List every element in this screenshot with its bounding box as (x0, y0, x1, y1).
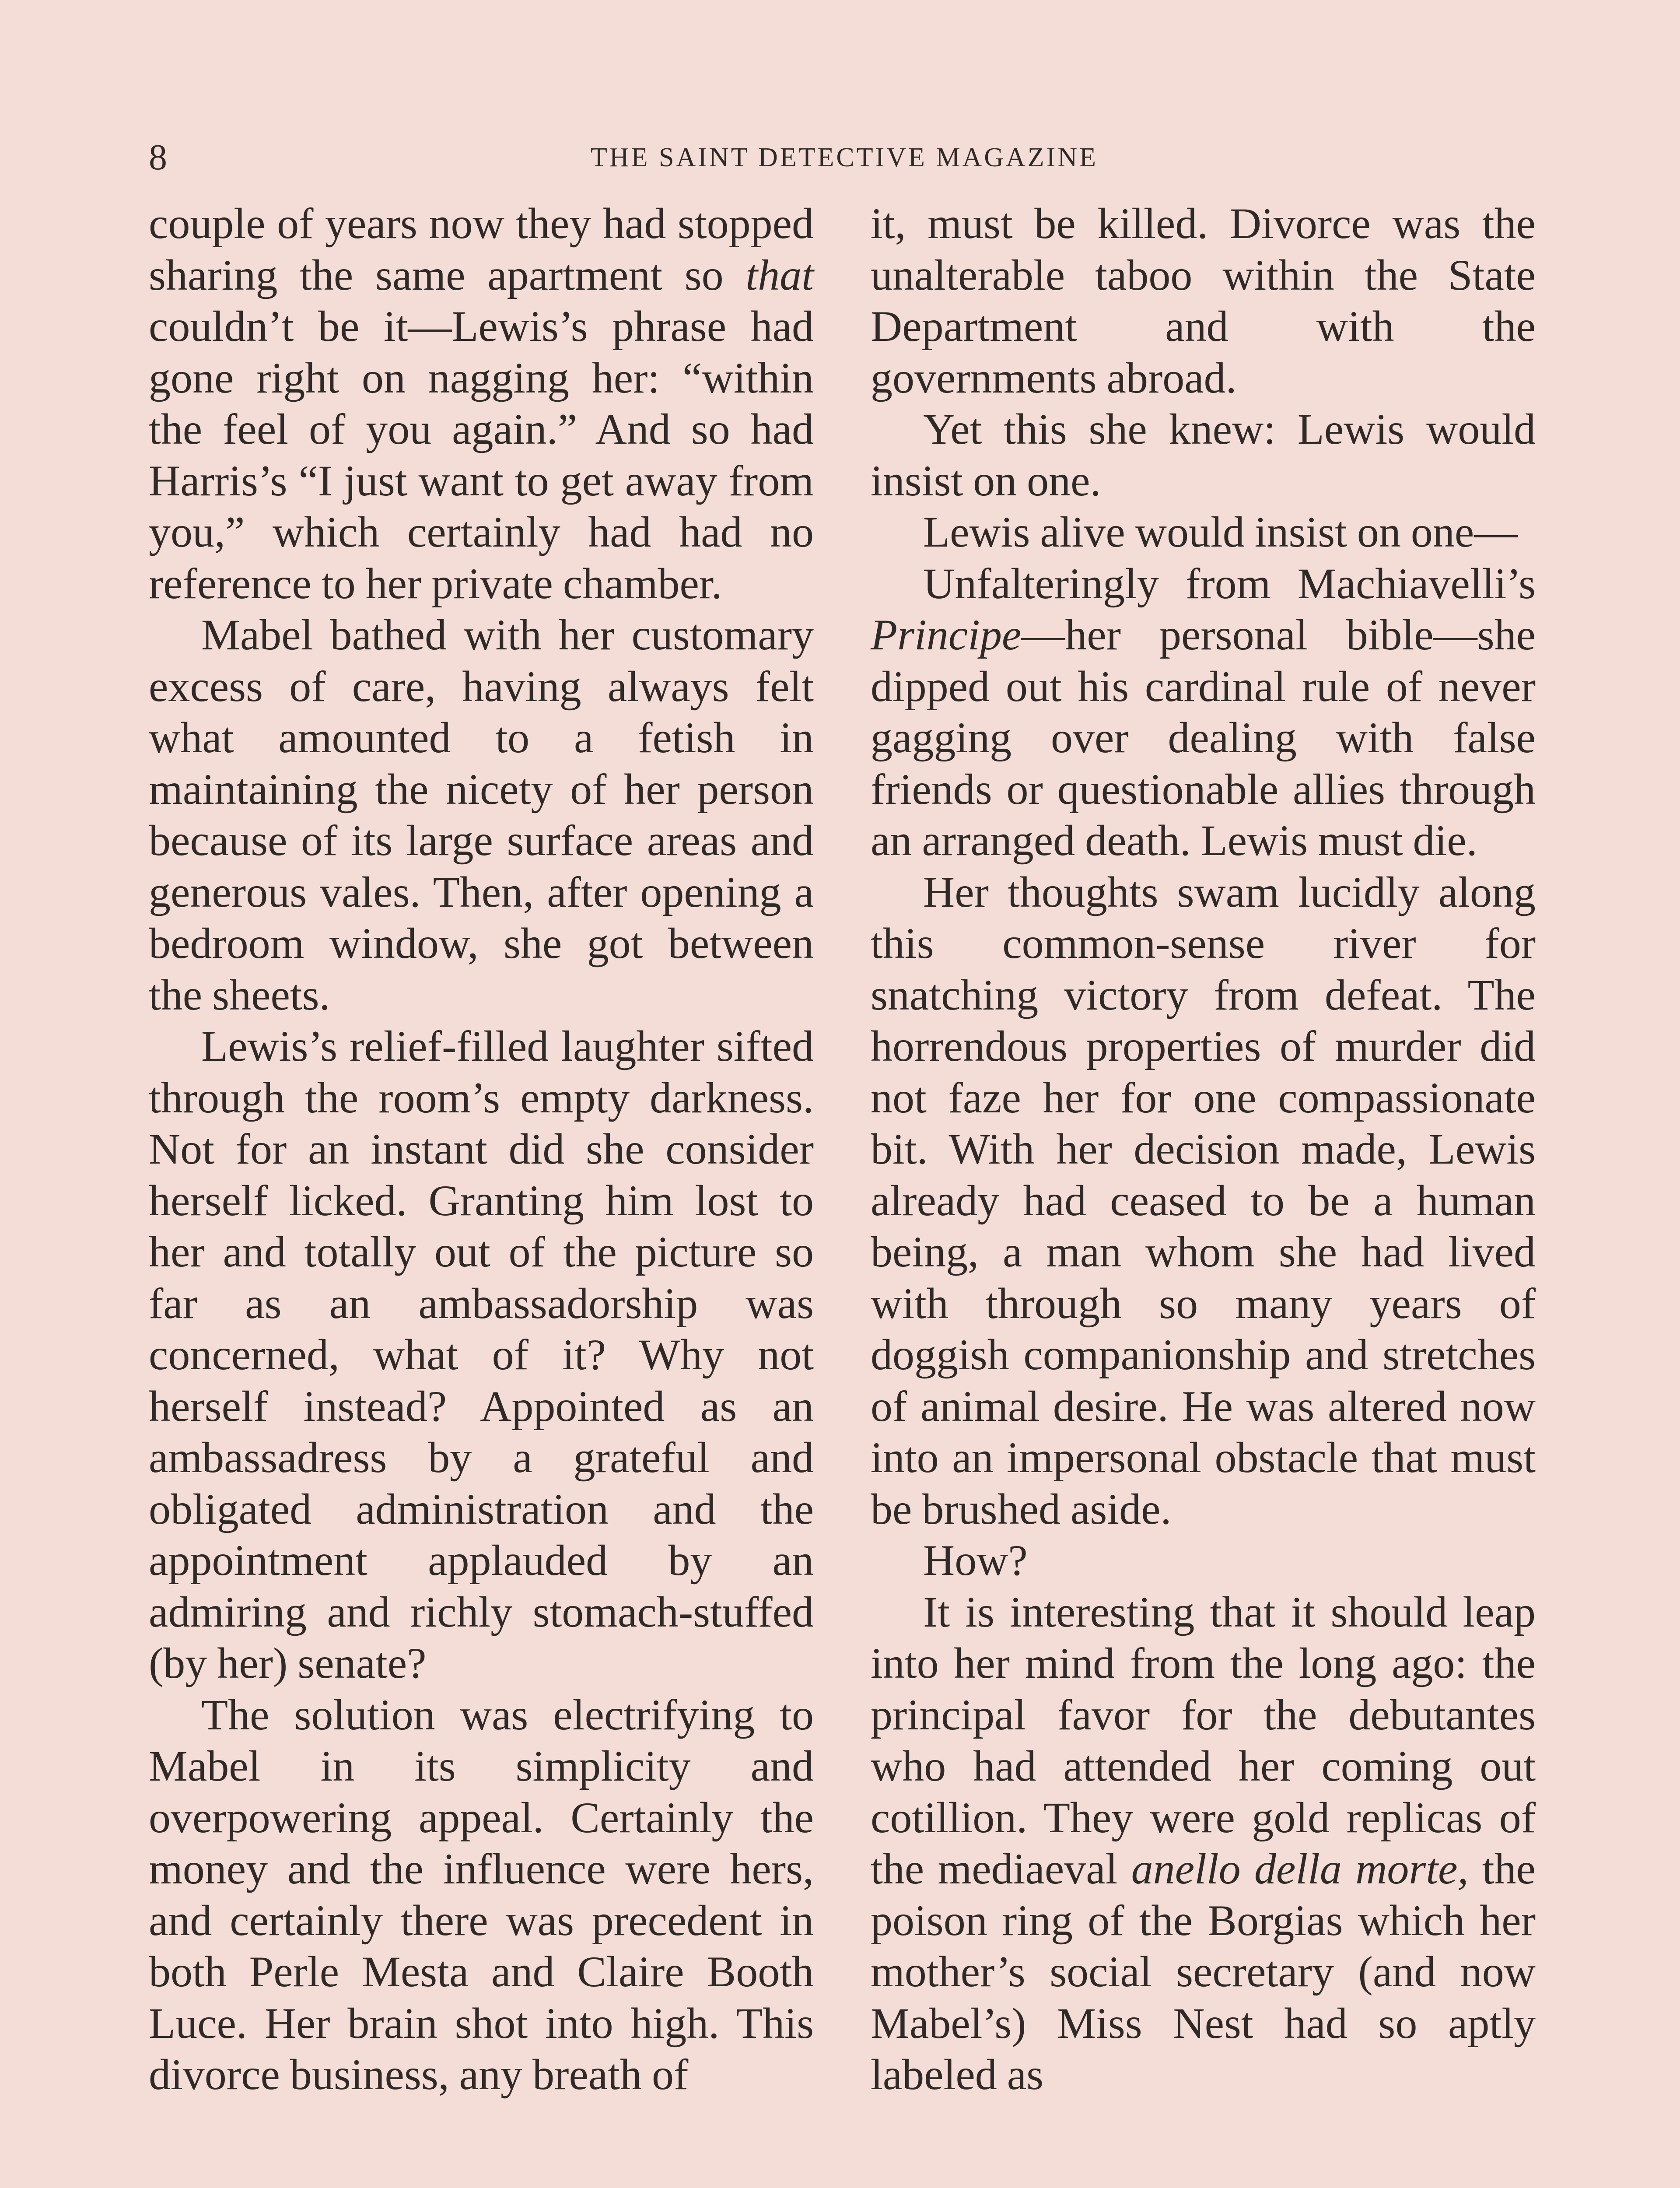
paragraph: Lewis’s relief-filled laughter sifted through the room’s empty darkness. Not for an instant did she consider herself licked. Granting him lost to her and totally out of the picture so far as an ambassadorship was concerned, what of it? Why not herself instead? Appointed as an ambassadress by a grateful and obligated administration and the appointment applauded by an admiring and richly stomach-stuffed (by her) senate? (149, 1022, 814, 1687)
paragraph: it, must be killed. Divorce was the unalterable taboo within the State Department and with the governments abroad. (871, 199, 1536, 402)
page-number: 8 (149, 137, 167, 178)
paragraph: It is interesting that it should leap into her mind from the long ago: the principal favor for the debutantes who had attended her coming out cotillion. They were gold replicas of the mediaeval anello della morte, the poison ring of the Borgias which her mother’s social secretary (and now Mabel’s) Miss Nest had so aptly labeled as (871, 1587, 1536, 2099)
paragraph: Unfalteringly from Machiavelli’s Principe—her personal bible—she dipped out his cardinal rule of never gagging over dealing with false friends or questionable allies through an arranged death. Lewis must die. (871, 559, 1536, 865)
paragraph: The solution was electrifying to Mabel in its simplicity and overpowering appeal. Certainly the money and the influence were hers, and certainly there was precedent in both Perle Mesta and Claire Booth Luce. Her brain shot into high. This divorce business, any breath of (149, 1690, 814, 2099)
running-title: THE SAINT DETECTIVE MAGAZINE (591, 143, 1098, 172)
paragraph: couple of years now they had stopped sharing the same apartment so that couldn’t be it—Lewis’s phrase had gone right on nagging her: “within the feel of you again.” And so had Harris’s “I just want to get away from you,” which certainly had had no reference to her private chamber. (149, 199, 814, 608)
paragraph: How? (923, 1536, 1028, 1585)
right-column (871, 198, 1536, 2100)
paragraph: Mabel bathed with her customary excess of care, having always felt what amounted to a fetish in maintaining the nicety of her person because of its large surface areas and generous vales. Then, after opening a bedroom window, she got between the sheets. (149, 610, 814, 1019)
paragraph: Lewis alive would insist on one— (923, 508, 1518, 556)
page-header (149, 133, 1540, 182)
paragraph: Her thoughts swam lucidly along this common-sense river for snatching victory from defeat. The horrendous properties of murder did not faze her for one compassionate bit. With her decision made, Lewis already had ceased to be a human being, a man whom she had lived with through so many years of doggish companionship and stretches of animal desire. He was altered now into an impersonal obstacle that must be brushed aside. (871, 867, 1536, 1533)
left-column (149, 198, 814, 2100)
paragraph: Yet this she knew: Lewis would insist on one. (871, 405, 1536, 505)
